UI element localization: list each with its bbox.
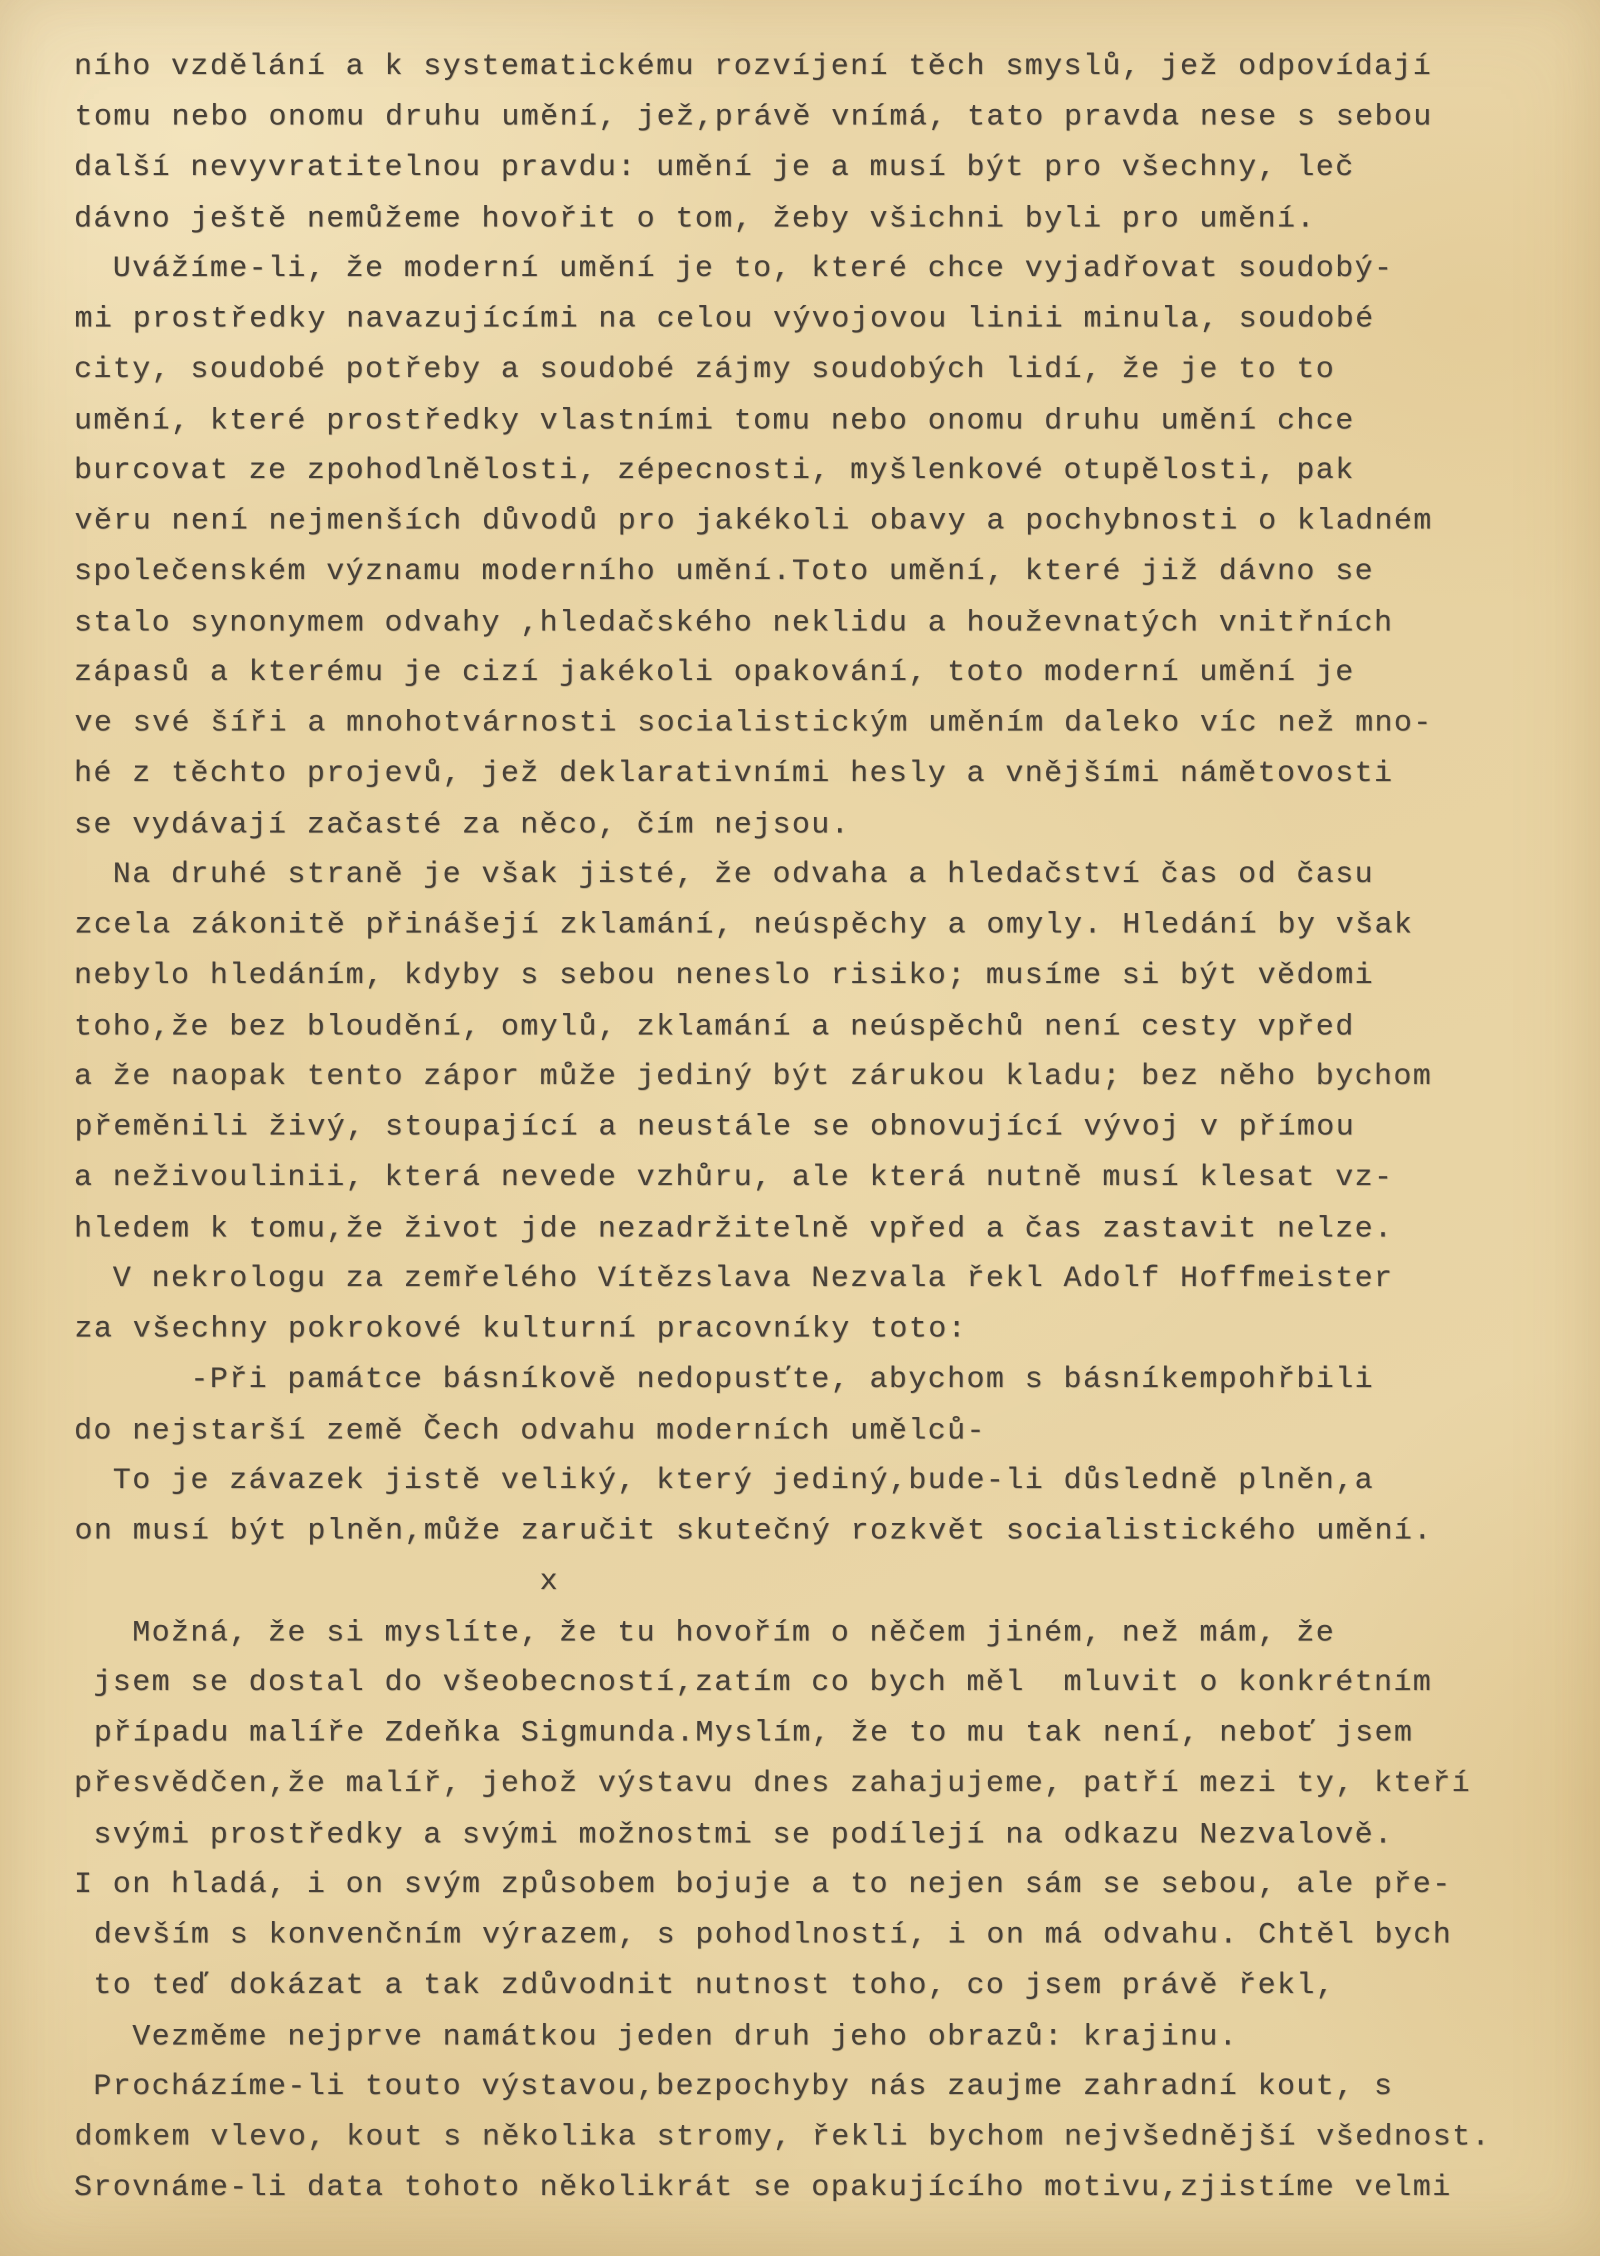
text-line: burcovat ze zpohodlnělosti, zépecnosti, myšlenkové otupělosti, pak (74, 454, 1355, 488)
text-line: devším s konvenčním výrazem, s pohodlností, i on má odvahu. Chtěl bych (74, 1918, 1453, 1952)
text-line: přeměnili živý, stoupající a neustále se obnovující vývoj v přímou (74, 1110, 1356, 1144)
text-line: a že naopak tento zápor může jediný být zárukou kladu; bez něho bychom (74, 1060, 1433, 1094)
text-line: další nevyvratitelnou pravdu: umění je a musí být pro všechny, leč (74, 151, 1355, 185)
text-line: jsem se dostal do všeobecností,zatím co bych měl mluvit o konkrétním (74, 1666, 1433, 1700)
text-line: přesvědčen,že malíř, jehož výstavu dnes zahajujeme, patří mezi ty, kteří (74, 1767, 1472, 1801)
text-line: hé z těchto projevů, jež deklarativními hesly a vnějšími námětovosti (74, 757, 1394, 791)
text-line: to teď dokázat a tak zdůvodnit nutnost toho, co jsem právě řekl, (74, 1969, 1336, 2003)
text-line: I on hladá, i on svým způsobem bojuje a to nejen sám se sebou, ale pře- (74, 1868, 1452, 1902)
text-line: ního vzdělání a k systematickému rozvíjení těch smyslů, jež odpovídají (74, 50, 1433, 84)
text-line: nebylo hledáním, kdyby s sebou neneslo risiko; musíme si být vědomi (74, 959, 1374, 993)
text-line: tomu nebo onomu druhu umění, jež,právě vnímá, tato pravda nese s sebou (74, 100, 1433, 134)
text-line: To je závazek jistě veliký, který jediný,bude-li důsledně plněn,a (74, 1464, 1374, 1498)
text-line: -Při památce básníkově nedopusťte, abychom s básníkempohřbili (74, 1363, 1374, 1397)
text-line: a neživoulinii, která nevede vzhůru, ale která nutně musí klesat vz- (74, 1161, 1394, 1195)
text-line: se vydávají začasté za něco, čím nejsou. (74, 808, 851, 843)
text-line: do nejstarší země Čech odvahu moderních umělců- (74, 1414, 986, 1449)
text-line: dávno ještě nemůžeme hovořit o tom, žeby všichni byli pro umění. (74, 202, 1316, 237)
text-line: Srovnáme-li data tohoto několikrát se opakujícího motivu,zjistíme velmi (74, 2171, 1452, 2205)
text-line: mi prostředky navazujícími na celou vývojovou linii minula, soudobé (74, 302, 1375, 336)
text-line: Vezměme nejprve namátkou jeden druh jeho obrazů: krajinu. (74, 2020, 1239, 2055)
text-line: V nekrologu za zemřelého Vítězslava Nezvala řekl Adolf Hoffmeister (74, 1262, 1394, 1296)
text-line: umění, které prostředky vlastními tomu nebo onomu druhu umění chce (74, 404, 1355, 439)
text-line: zápasů a kterému je cizí jakékoli opakování, toto moderní umění je (74, 656, 1355, 690)
text-line: za všechny pokrokové kulturní pracovníky toto: (74, 1312, 968, 1346)
text-line: toho,že bez bloudění, omylů, zklamání a neúspěchů není cesty vpřed (74, 1010, 1355, 1045)
text-line: ve své šíři a mnohotvárnosti socialistickým uměním daleko víc než mno- (74, 706, 1433, 740)
text-line: domkem vlevo, kout s několika stromy, řekli bychom nejvšednější všednost. (74, 2120, 1491, 2154)
text-line: společenském významu moderního umění.Toto umění, které již dávno se (74, 555, 1374, 589)
text-line: x (74, 1565, 560, 1599)
text-line: stalo synonymem odvahy ,hledačského neklidu a houževnatých vnitřních (74, 606, 1394, 641)
text-line: Možná, že si myslíte, že tu hovořím o něčem jiném, než mám, že (74, 1616, 1336, 1651)
text-line: Na druhé straně je však jisté, že odvaha a hledačství čas od času (74, 858, 1374, 892)
text-line: hledem k tomu,že život jde nezadržitelně vpřed a čas zastavit nelze. (74, 1212, 1394, 1247)
text-line: Procházíme-li touto výstavou,bezpochyby nás zaujme zahradní kout, s (74, 2070, 1394, 2104)
text-line: případu malíře Zdeňka Sigmunda.Myslím, že to mu tak není, neboť jsem (74, 1716, 1414, 1750)
text-line: věru není nejmenších důvodů pro jakékoli obavy a pochybnosti o kladném (74, 504, 1433, 538)
text-line: on musí být plněn,může zaručit skutečný rozkvět socialistického umění. (74, 1514, 1433, 1548)
text-line: Uvážíme-li, že moderní umění je to, které chce vyjadřovat soudobý- (74, 252, 1394, 286)
text-line: city, soudobé potřeby a soudobé zájmy soudobých lidí, že je to to (74, 353, 1336, 387)
text-line: svými prostředky a svými možnostmi se podílejí na odkazu Nezvalově. (74, 1818, 1394, 1853)
text-line: zcela zákonitě přinášejí zklamání, neúspěchy a omyly. Hledání by však (74, 908, 1414, 942)
